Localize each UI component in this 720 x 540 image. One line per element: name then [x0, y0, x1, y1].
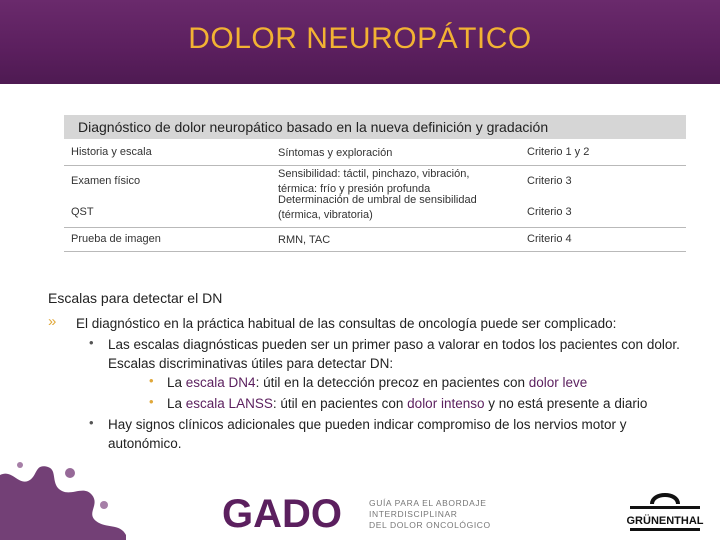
gado-logo-icon: [222, 495, 362, 531]
table-caption: Diagnóstico de dolor neuropático basado en la nueva definición y gradación: [64, 115, 686, 139]
table-cell: Sensibilidad: táctil, pinchazo, vibración, térmica: frío y presión profunda: [278, 168, 470, 195]
table-row: [64, 166, 686, 196]
table-cell: Síntomas y exploración: [278, 147, 393, 159]
bullet-icon: •: [89, 415, 94, 430]
table-row: [64, 196, 686, 228]
scale-item-dn4: La escala DN4: útil en la detección precoz en pacientes con dolor leve: [167, 375, 588, 390]
gado-subtitle: [369, 498, 509, 531]
table-cell: QST: [71, 206, 94, 218]
gado-subtitle-line: GUÍA PARA EL ABORDAJE: [369, 498, 487, 508]
table-cell: RMN, TAC: [278, 234, 331, 246]
table-cell: Prueba de imagen: [71, 233, 161, 245]
scale-item-lanss: La escala LANSS: útil en pacientes con dolor intenso y no está presente a diario: [167, 396, 648, 411]
table-cell: Criterio 4: [527, 233, 572, 245]
table-cell: Determinación de umbral de sensibilidad (térmica, vibratoria): [278, 194, 477, 221]
table-row: [64, 228, 686, 252]
gado-logo-text: GADO: [222, 495, 342, 531]
bullet-icon: •: [149, 373, 154, 388]
slide-title: DOLOR NEUROPÁTICO: [188, 22, 532, 55]
sub-bullet-text: Hay signos clínicos adicionales que pueden indicar compromiso de los nervios motor y autonómico.: [108, 417, 627, 451]
diagnosis-table: [64, 140, 686, 252]
grunenthal-logo-text: GRÜNENTHAL: [626, 515, 704, 527]
section-title: Escalas para detectar el DN: [48, 290, 223, 306]
table-cell: Criterio 1 y 2: [527, 146, 590, 158]
grunenthal-logo-icon: [622, 488, 708, 534]
sub-bullet-text: Las escalas diagnósticas pueden ser un primer paso a valorar en todos los pacientes con dolor. Escalas discriminativas útiles para detectar DN:: [108, 337, 680, 371]
table-row: [64, 140, 686, 166]
table-cell: Criterio 3: [527, 206, 572, 218]
chevron-bullet-icon: »: [48, 313, 57, 330]
table-cell: Examen físico: [71, 175, 141, 187]
gado-subtitle-line: INTERDISCIPLINAR: [369, 509, 458, 519]
bullet-icon: •: [89, 335, 94, 350]
title-banner: [0, 0, 720, 84]
table-cell: Criterio 3: [527, 175, 572, 187]
bullet-icon: •: [149, 394, 154, 409]
main-bullet-text: El diagnóstico en la práctica habitual de las consultas de oncología puede ser complicado:: [76, 316, 617, 331]
ink-splash-icon: [0, 455, 130, 540]
table-cell: Historia y escala: [71, 146, 152, 158]
gado-subtitle-line: DEL DOLOR ONCOLÓGICO: [369, 520, 491, 530]
